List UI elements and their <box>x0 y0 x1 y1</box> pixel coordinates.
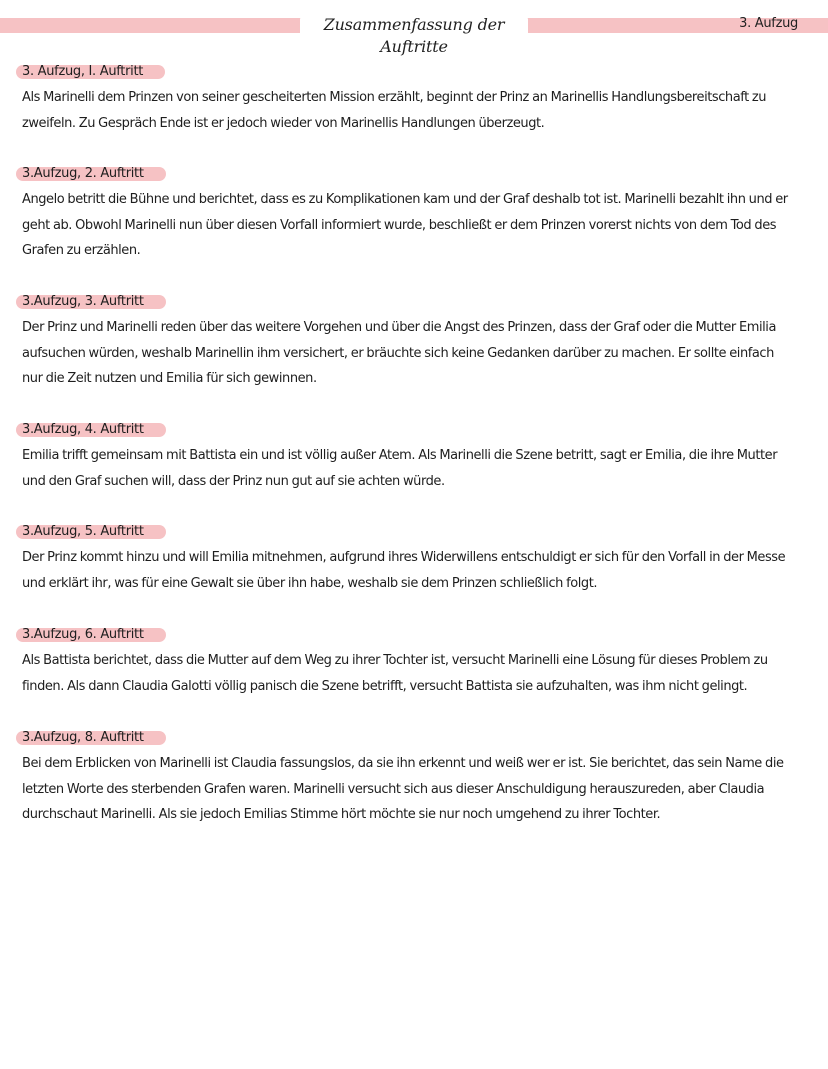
page-title: Zusammenfassung der Auftritte <box>300 14 528 58</box>
scene-summary: Angelo betritt die Bühne und berichtet, dass es zu Komplikationen kam und der Graf deshalb tot ist. Marinelli bezahlt ihn und er geht ab. Obwohl Marinelli nun über diesen Vorfall informiert wurde, beschließt er dem Prinzen vorerst nichts von dem Tod des Grafen zu erzählen. <box>22 192 788 258</box>
scene-summary: Als Marinelli dem Prinzen von seiner gescheiterten Mission erzählt, beginnt der Prinz an Marinellis Handlungsbereitschaft zu zweifeln. Zu Gespräch Ende ist er jedoch wieder von Marinellis Handlungen überzeugt. <box>22 90 767 131</box>
scene-section-7 <box>22 726 792 828</box>
scene-heading: 3.Aufzug, 4. Auftritt <box>22 420 166 440</box>
scene-section-2 <box>22 162 792 264</box>
scene-heading: 3.Aufzug, 8. Auftritt <box>22 728 166 748</box>
scene-summary: Emilia trifft gemeinsam mit Battista ein und ist völlig außer Atem. Als Marinelli die Szene betritt, sagt er Emilia, die ihre Mutter und den Graf suchen will, dass der Prinz nun gut auf sie achten würde. <box>22 448 778 489</box>
scene-section-3 <box>22 290 792 392</box>
scene-section-5 <box>22 520 792 596</box>
scene-section-4 <box>22 418 792 494</box>
header-highlight-left <box>0 18 320 33</box>
scene-heading: 3.Aufzug, 3. Auftritt <box>22 292 166 312</box>
scene-heading: 3.Aufzug, 2. Auftritt <box>22 164 166 184</box>
chapter-label: 3. Aufzug <box>739 16 798 31</box>
page-header <box>0 0 828 56</box>
scene-summary: Bei dem Erblicken von Marinelli ist Claudia fassungslos, da sie ihn erkennt und weiß wer er ist. Sie berichtet, das sein Name die letzten Worte des sterbenden Grafen waren. Marinelli versucht sich aus dieser Anschuldigung herauszureden, aber Claudia durchschaut Marinelli. Als sie jedoch Emilias Stimme hört möchte sie nur noch umgehend zu ihrer Tochter. <box>22 756 784 822</box>
scene-heading: 3.Aufzug, 5. Auftritt <box>22 522 166 542</box>
scene-heading: 3.Aufzug, 6. Auftritt <box>22 625 166 645</box>
scene-summary: Der Prinz kommt hinzu und will Emilia mitnehmen, aufgrund ihres Widerwillens entschuldigt er sich für den Vorfall in der Messe und erklärt ihr, was für eine Gewalt sie über ihn habe, weshalb sie dem Prinzen schließlich folgt. <box>22 550 786 591</box>
scene-section-1 <box>22 60 792 136</box>
scene-summary: Als Battista berichtet, dass die Mutter auf dem Weg zu ihrer Tochter ist, versucht Marinelli eine Lösung für dieses Problem zu finden. Als dann Claudia Galotti völlig panisch die Szene betrifft, versucht Battista sie aufzuhalten, was ihm nicht gelingt. <box>22 653 768 694</box>
scene-summary: Der Prinz und Marinelli reden über das weitere Vorgehen und über die Angst des Prinzen, dass der Graf oder die Mutter Emilia aufsuchen würden, weshalb Marinellin ihm versichert, er bräuchte sich keine Gedanken darüber zu machen. Er sollte einfach nur die Zeit nutzen und Emilia für sich gewinnen. <box>22 320 776 386</box>
scene-heading: 3. Aufzug, I. Auftritt <box>22 62 165 82</box>
scene-section-6 <box>22 623 792 699</box>
